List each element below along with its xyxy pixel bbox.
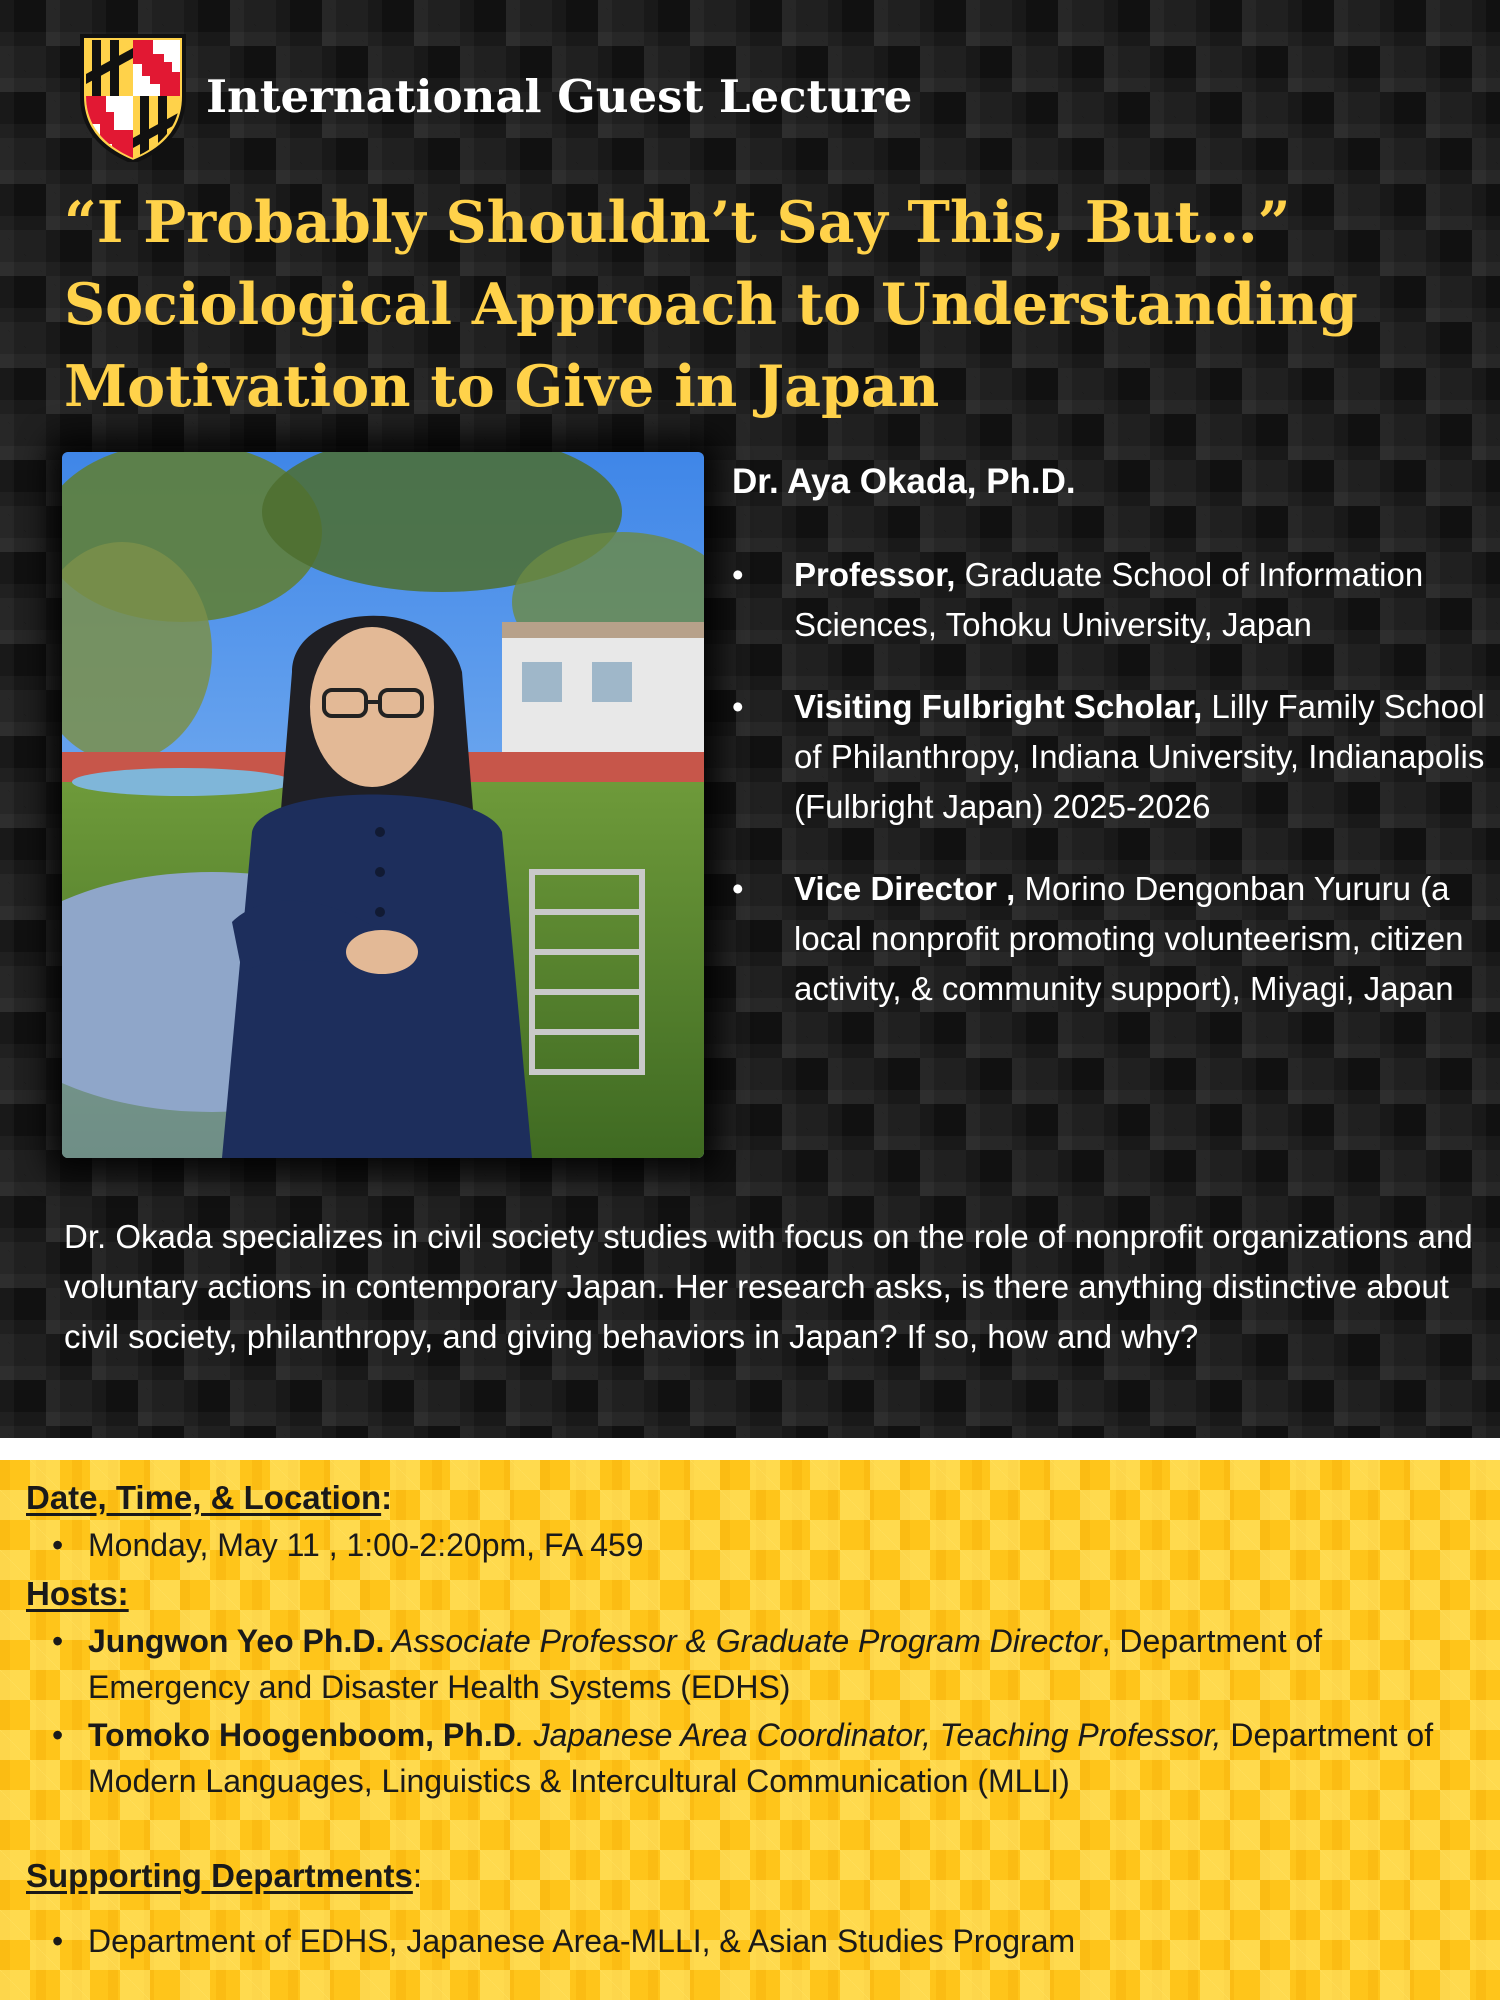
section-divider bbox=[0, 1438, 1500, 1460]
host-item bbox=[26, 1712, 1446, 1804]
role-item bbox=[732, 550, 1492, 650]
support-item bbox=[26, 1918, 1446, 1964]
speaker-photo bbox=[62, 452, 704, 1158]
role-title: Visiting Fulbright Scholar, bbox=[794, 688, 1203, 725]
speaker-name: Dr. Aya Okada, Ph.D. bbox=[732, 462, 1076, 501]
lecture-title-line-1: “I Probably Shouldn’t Say This, But…” bbox=[64, 189, 1291, 256]
role-title: Vice Director , bbox=[794, 870, 1016, 907]
lecture-title-line-3: Motivation to Give in Japan bbox=[64, 353, 940, 420]
hosts-heading bbox=[26, 1570, 129, 1618]
date-item bbox=[26, 1522, 1446, 1568]
role-item bbox=[732, 864, 1492, 1014]
lecture-title-line-2: Sociological Approach to Understanding bbox=[64, 271, 1358, 338]
host-name: Tomoko Hoogenboom, Ph.D bbox=[88, 1717, 516, 1753]
host-dept: Department of Modern Languages, Linguistics & Intercultural Communication (MLLI) bbox=[88, 1717, 1434, 1799]
role-detail: Morino Dengonban Yururu (a local nonprofit promoting volunteerism, citizen activity, & community support), Miyagi, Japan bbox=[794, 870, 1464, 1007]
host-item bbox=[26, 1618, 1446, 1710]
university-shield-logo bbox=[78, 34, 188, 162]
date-text: Monday, May 11 , 1:00-2:20pm, FA 459 bbox=[88, 1527, 644, 1563]
support-heading-text: Supporting Departments bbox=[26, 1857, 413, 1894]
support-text: Department of EDHS, Japanese Area-MLLI, & Asian Studies Program bbox=[88, 1923, 1076, 1959]
support-heading: Supporting Departments: bbox=[26, 1857, 423, 1894]
hosts-heading-text: Hosts: bbox=[26, 1575, 129, 1612]
host-dept: , Department of Emergency and Disaster Health Systems (EDHS) bbox=[88, 1623, 1323, 1705]
speaker-roles-list bbox=[732, 550, 1492, 1046]
host-role: . Japanese Area Coordinator, Teaching Professor, bbox=[515, 1717, 1222, 1753]
speaker-bio: Dr. Okada specializes in civil society studies with focus on the role of nonprofit organizations and voluntary actions in contemporary Japan. Her research asks, is there anything distinctive about civil society, philanthropy, and giving behaviors in Japan? If so, how and why? bbox=[64, 1218, 1473, 1355]
header-title: International Guest Lecture bbox=[206, 70, 913, 123]
role-title: Professor, bbox=[794, 556, 956, 593]
role-detail: Graduate School of Information Sciences, Tohoku University, Japan bbox=[794, 556, 1424, 643]
host-role: Associate Professor & Graduate Program Director bbox=[384, 1623, 1102, 1659]
lecture-title bbox=[64, 182, 1464, 428]
role-detail: Lilly Family School of Philanthropy, Indiana University, Indianapolis (Fulbright Japan) 2025-2026 bbox=[794, 688, 1485, 825]
host-name: Jungwon Yeo Ph.D. bbox=[88, 1623, 385, 1659]
role-item bbox=[732, 682, 1492, 832]
details-section bbox=[0, 1460, 1500, 2000]
date-heading-text: Date, Time, & Location bbox=[26, 1479, 382, 1516]
date-heading: Date, Time, & Location: bbox=[26, 1479, 393, 1516]
